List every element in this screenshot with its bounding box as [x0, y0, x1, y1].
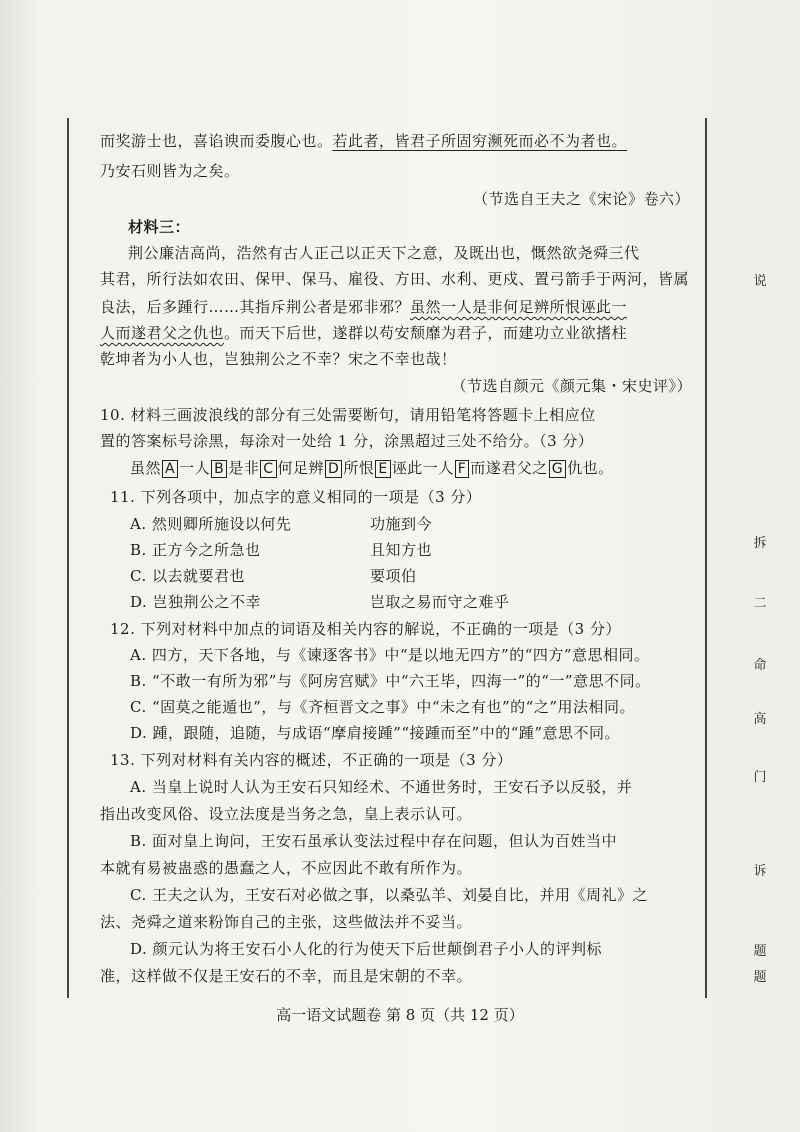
q10-segment: 一人: [179, 459, 211, 477]
q10-segment: 而遂君父之: [470, 459, 548, 477]
q12-stem: 12. 下列对材料中加点的词语及相关内容的解说，不正确的一项是（3 分）: [110, 620, 621, 638]
answer-box-d: D: [325, 460, 342, 478]
q10-stem-line-1: 10. 材料三画波浪线的部分有三处需要断句，请用铅笔将答题卡上相应位: [100, 406, 596, 424]
material-3-text: 。而天下后世，遂群以苟安颓靡为君子，而建功立业欲搘柱: [224, 324, 628, 342]
answer-box-g: G: [549, 460, 566, 478]
q11-stem: 11. 下列各项中，加点字的意义相同的一项是（3 分）: [110, 488, 482, 506]
material-3-line-1: 荆公廉洁高尚，浩然有古人正己以正天下之意，及既出也，慨然欲尧舜三代: [128, 244, 640, 262]
q11-option-b-pair: 且知方也: [370, 541, 433, 559]
margin-mark: 命: [753, 658, 767, 673]
margin-mark: 高: [753, 712, 767, 727]
material-3-text: 良法，后多踵行……其指斥荆公者是邪非邪？: [100, 298, 411, 316]
answer-box-a: A: [162, 460, 178, 478]
q10-segment: 所恨: [343, 459, 375, 477]
passage-underlined-text: 若此者，皆君子所固穷濒死而必不为者也。: [332, 132, 628, 150]
passage-line-2: 乃安石则皆为之矣。: [100, 162, 240, 180]
margin-mark: 题: [753, 944, 767, 959]
margin-mark: 题: [753, 970, 767, 985]
wavy-underlined-text: 虽然一人是非何足辨所恨诬此一: [410, 298, 628, 316]
q12-option-a: A. 四方，天下各地，与《谏逐客书》中“是以地无四方”的“四方”意思相同。: [130, 646, 650, 664]
answer-box-f: F: [455, 460, 470, 478]
answer-box-e: E: [375, 460, 390, 478]
material-3-line-2: 其君，所行法如农田、保甲、保马、雇役、方田、水利、更戍、置弓箭手于两河，皆属: [100, 270, 690, 288]
material-3-line-3: [100, 296, 627, 317]
source-wang-fuzhi: （节选自王夫之《宋论》卷六）: [472, 190, 690, 208]
q11-option-d-pair: 岂取之易而守之难乎: [370, 593, 510, 611]
q13-option-a-line-1: A. 当皇上说时人认为王安石只知经术、不通世务时，王安石予以反驳，并: [130, 778, 633, 796]
passage-text: 而奖游士也，喜谄谀而委腹心也。: [100, 132, 333, 150]
margin-mark: 拆: [753, 536, 767, 551]
q13-option-a-line-2: 指出改变风俗、设立法度是当务之急，皇上表示认可。: [100, 805, 473, 823]
material-3-line-5: 乾坤者为小人也，岂独荆公之不幸？宋之不幸也哉！: [100, 350, 457, 368]
margin-mark: 门: [753, 770, 767, 785]
q10-segment: 何足辨: [277, 459, 325, 477]
q13-option-d-line-2: 准，这样做不仅是王安石的不幸，而且是宋朝的不幸。: [100, 967, 473, 985]
q10-answer-line: [130, 457, 614, 478]
q13-option-b-line-1: B. 面对皇上询问，王安石虽承认变法过程中存在问题，但认为百姓当中: [130, 832, 618, 850]
q10-segment: 诬此一人: [391, 459, 454, 477]
answer-box-b: B: [211, 460, 227, 478]
q10-segment: 虽然: [130, 459, 162, 477]
q11-option-d: D. 岂独荆公之不幸: [130, 593, 262, 611]
q12-option-c: C. “固莫之能遁也”，与《齐桓晋文之事》中“未之有也”的“之”用法相同。: [130, 698, 635, 716]
margin-mark: 二: [753, 596, 767, 611]
q11-option-b: B. 正方今之所急也: [130, 541, 261, 559]
q11-option-a: A. 然则卿所施设以何先: [130, 515, 292, 533]
q13-option-b-line-2: 本就有易被蛊惑的愚蠢之人，不应因此不敢有所作为。: [100, 859, 473, 877]
right-margin-rule: [705, 118, 707, 998]
q11-option-c-pair: 要项伯: [370, 567, 417, 585]
q10-stem-line-2: 置的答案标号涂黑，每涂对一处给 1 分，涂黑超过三处不给分。（3 分）: [100, 432, 594, 450]
margin-mark: 诉: [753, 864, 767, 879]
q13-option-c-line-1: C. 王夫之认为，王安石对必做之事，以桑弘羊、刘晏自比，并用《周礼》之: [130, 886, 648, 904]
passage-line-1: [100, 130, 627, 151]
q12-option-b: B. “不敢一有所为邪”与《阿房宫赋》中“六王毕，四海一”的“一”意思不同。: [130, 672, 651, 690]
q10-segment: 仇也。: [567, 459, 614, 477]
q12-option-d: D. 踵，跟随，追随，与成语“摩肩接踵”“接踵而至”中的“踵”意思不同。: [130, 724, 621, 742]
q11-option-c: C. 以去就要君也: [130, 567, 245, 585]
q10-segment: 是非: [228, 459, 260, 477]
margin-mark: 说: [753, 274, 767, 289]
source-yan-yuan: （节选自颜元《颜元集・宋史评》）: [451, 377, 692, 395]
wavy-underlined-text: 人而遂君父之仇也: [100, 324, 225, 342]
left-margin-rule: [67, 118, 69, 998]
material-3-line-4: [100, 322, 627, 343]
q13-option-d-line-1: D. 颜元认为将王安石小人化的行为使天下后世颠倒君子小人的评判标: [130, 940, 603, 958]
answer-box-c: C: [260, 460, 276, 478]
material-3-heading: 材料三：: [128, 218, 191, 236]
q13-stem: 13. 下列对材料有关内容的概述，不正确的一项是（3 分）: [110, 751, 513, 769]
q13-option-c-line-2: 法、尧舜之道来粉饰自己的主张，这些做法并不妥当。: [100, 913, 473, 931]
q11-option-a-pair: 功施到今: [370, 515, 433, 533]
page-footer: 高一语文试题卷 第 8 页（共 12 页）: [276, 1006, 524, 1024]
